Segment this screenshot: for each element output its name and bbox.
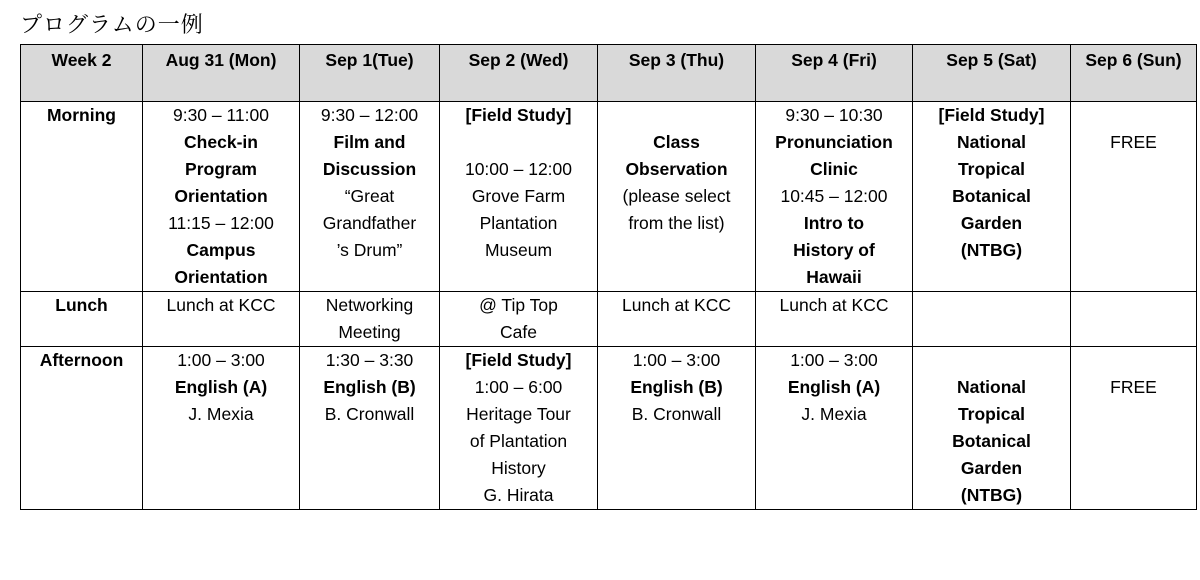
cell-line: Campus <box>186 240 256 260</box>
cell-line: Networking <box>325 295 414 315</box>
cell-line: History <box>491 458 546 478</box>
cell-line: [Field Study] <box>938 105 1045 125</box>
morning-sat-cell <box>913 102 1071 292</box>
cell-line: Check-in <box>184 132 258 152</box>
morning-tue-cell <box>300 102 440 292</box>
cell-line: 10:45 – 12:00 <box>780 186 888 206</box>
cell-line: Tropical <box>957 159 1026 179</box>
cell-line: Discussion <box>322 159 417 179</box>
cell-line: National <box>956 132 1027 152</box>
cell-line: [Field Study] <box>465 350 572 370</box>
cell-line: 10:00 – 12:00 <box>464 159 573 179</box>
cell-line: from the list) <box>628 213 725 233</box>
morning-wed-cell <box>440 102 598 292</box>
lunch-row <box>21 292 1197 347</box>
cell-line: Heritage Tour <box>466 404 571 424</box>
cell-line: Class <box>653 132 700 152</box>
cell-line: FREE <box>1110 132 1157 152</box>
header-thu: Sep 3 (Thu) <box>598 45 756 102</box>
cell-line: B. Cronwall <box>324 404 415 424</box>
cell-line: Botanical <box>952 431 1031 451</box>
cell-line: Lunch at KCC <box>166 295 276 315</box>
lunch-tue-cell <box>300 292 440 347</box>
blank-line <box>1074 347 1193 374</box>
cell-line: (NTBG) <box>960 240 1023 260</box>
header-tue: Sep 1(Tue) <box>300 45 440 102</box>
row-label-lunch: Lunch <box>21 292 143 347</box>
morning-mon-cell <box>143 102 300 292</box>
cell-line: Tropical <box>957 404 1026 424</box>
cell-line: J. Mexia <box>801 404 867 424</box>
header-week: Week 2 <box>21 45 143 102</box>
page-title: プログラムの一例 <box>20 13 204 38</box>
cell-line: Orientation <box>174 186 268 206</box>
cell-line: 9:30 – 11:00 <box>172 105 269 125</box>
cell-line: English (A) <box>787 377 881 397</box>
cell-line: B. Cronwall <box>631 404 722 424</box>
cell-line: 1:00 – 6:00 <box>474 377 563 397</box>
cell-line: Film and <box>333 132 406 152</box>
header-row <box>21 45 1197 102</box>
cell-line: History of <box>793 240 875 260</box>
cell-line: 9:30 – 10:30 <box>785 105 883 125</box>
lunch-mon-cell <box>143 292 300 347</box>
afternoon-row <box>21 347 1197 510</box>
cell-line: 1:00 – 3:00 <box>632 350 721 370</box>
lunch-wed-cell <box>440 292 598 347</box>
cell-line: G. Hirata <box>483 485 554 505</box>
cell-line: Clinic <box>810 159 858 179</box>
cell-line: Garden <box>960 213 1023 233</box>
morning-row <box>21 102 1197 292</box>
cell-line: Museum <box>484 240 553 260</box>
cell-line: English (B) <box>323 377 416 397</box>
cell-line: ’s Drum” <box>336 240 403 260</box>
cell-line: Lunch at KCC <box>779 295 889 315</box>
cell-line: (NTBG) <box>960 485 1023 505</box>
header-wed: Sep 2 (Wed) <box>440 45 598 102</box>
afternoon-wed-cell <box>440 347 598 510</box>
cell-line: @ Tip Top <box>479 295 558 315</box>
cell-line: Observation <box>625 159 728 179</box>
cell-line: (please select <box>622 186 731 206</box>
morning-thu-cell <box>598 102 756 292</box>
afternoon-fri-cell <box>756 347 913 510</box>
schedule-table <box>20 44 1197 510</box>
cell-line: Pronunciation <box>775 132 893 152</box>
cell-line: Program <box>185 159 257 179</box>
lunch-thu-cell <box>598 292 756 347</box>
cell-line: Meeting <box>338 322 401 342</box>
afternoon-tue-cell <box>300 347 440 510</box>
blank-line <box>443 129 594 156</box>
afternoon-thu-cell <box>598 347 756 510</box>
blank-line <box>601 102 752 129</box>
blank-line <box>916 347 1067 374</box>
cell-line: 1:30 – 3:30 <box>325 350 414 370</box>
afternoon-sat-cell <box>913 347 1071 510</box>
cell-line: Lunch at KCC <box>622 295 731 315</box>
cell-line: Intro to <box>803 213 865 233</box>
cell-line: FREE <box>1110 377 1157 397</box>
cell-line: Hawaii <box>806 267 862 287</box>
header-sat: Sep 5 (Sat) <box>913 45 1071 102</box>
cell-line: 11:15 – 12:00 <box>168 213 274 233</box>
cell-line: National <box>956 377 1027 397</box>
lunch-sun-cell <box>1071 292 1197 347</box>
cell-line: Plantation <box>479 213 558 233</box>
row-label-afternoon: Afternoon <box>21 347 143 510</box>
cell-line: J. Mexia <box>188 404 254 424</box>
cell-line: Grove Farm <box>471 186 566 206</box>
cell-line: 1:00 – 3:00 <box>177 350 265 370</box>
afternoon-mon-cell <box>143 347 300 510</box>
cell-line: Garden <box>960 458 1023 478</box>
cell-line: of Plantation <box>469 431 568 451</box>
afternoon-sun-cell <box>1071 347 1197 510</box>
lunch-fri-cell <box>756 292 913 347</box>
cell-line: “Great <box>344 186 395 206</box>
row-label-morning: Morning <box>21 102 143 292</box>
cell-line: Cafe <box>500 322 537 342</box>
cell-line: English (B) <box>630 377 723 397</box>
cell-line: [Field Study] <box>465 105 572 125</box>
cell-line: Orientation <box>174 267 268 287</box>
cell-line: Botanical <box>952 186 1031 206</box>
header-sun: Sep 6 (Sun) <box>1071 45 1197 102</box>
morning-fri-cell <box>756 102 913 292</box>
cell-line: English (A) <box>174 377 268 397</box>
blank-line <box>1074 102 1193 129</box>
header-mon: Aug 31 (Mon) <box>143 45 300 102</box>
cell-line: 9:30 – 12:00 <box>320 105 419 125</box>
lunch-sat-cell <box>913 292 1071 347</box>
header-fri: Sep 4 (Fri) <box>756 45 913 102</box>
morning-sun-cell <box>1071 102 1197 292</box>
cell-line: 1:00 – 3:00 <box>790 350 878 370</box>
cell-line: Grandfather <box>322 213 417 233</box>
